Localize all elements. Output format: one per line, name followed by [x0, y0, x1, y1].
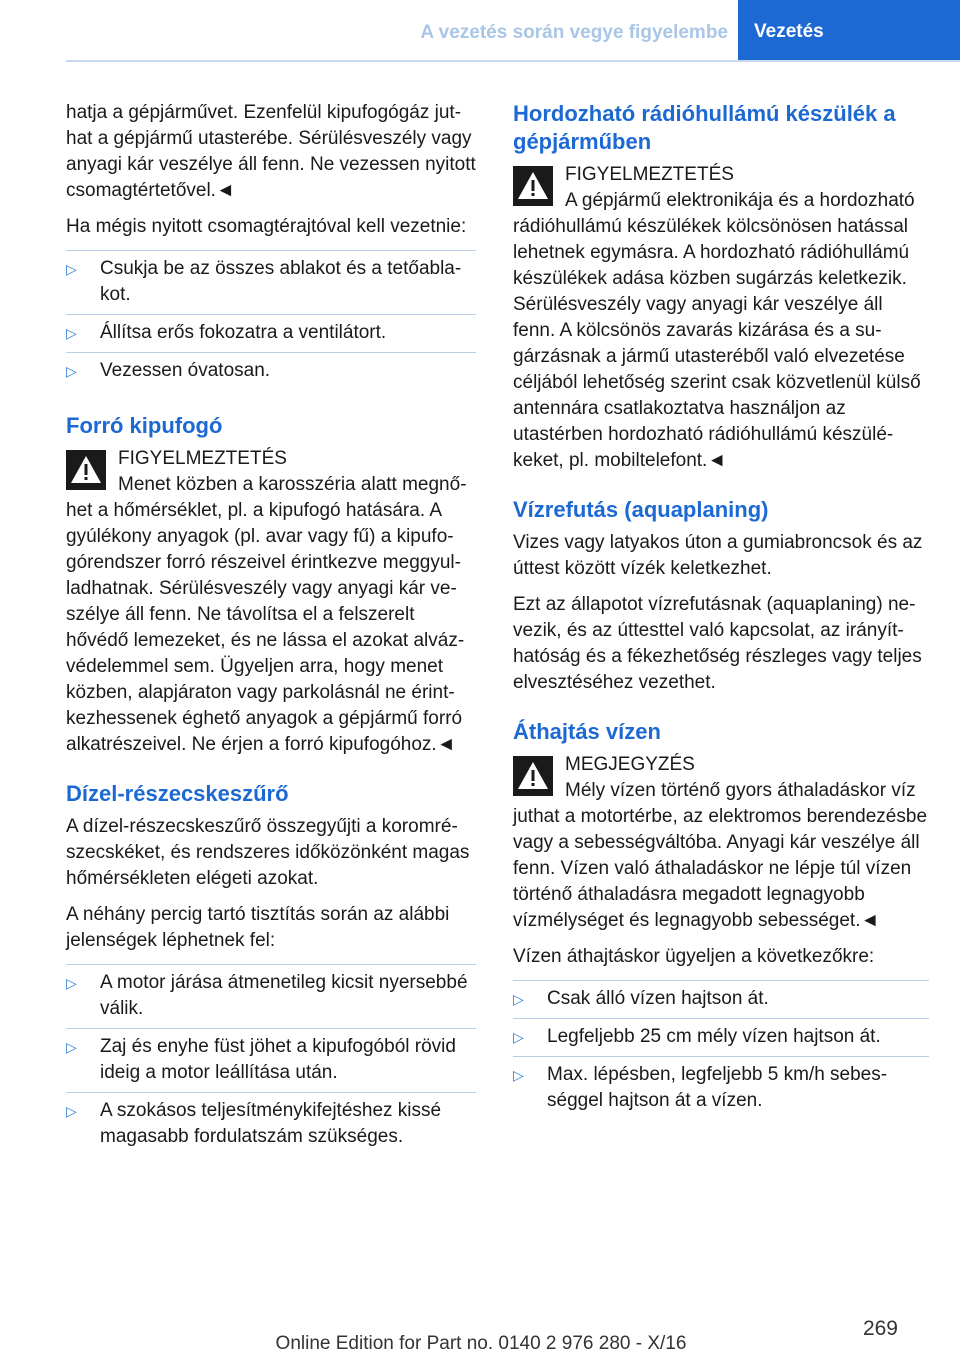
warning-label: FIGYELMEZTETÉS: [118, 448, 287, 469]
open-trunk-intro: Ha mégis nyitott csomagtérajtóval kell vezetnie:: [66, 216, 467, 237]
list-item: ▷ Állítsa erős fokozatra a ventilátort.: [66, 314, 476, 352]
water-crossing-list: [513, 980, 929, 1120]
list-triangle-icon: ▷: [66, 975, 77, 991]
warning-radio-devices: [513, 162, 929, 474]
list-item: ▷ A szokásos teljesítménykifejtéshez kissé magasabb fordulatszám szükséges.: [66, 1092, 476, 1156]
heading-diesel-filter: Dízel-részecskeszűrő: [66, 781, 289, 806]
heading-water-crossing: Áthajtás vízen: [513, 719, 661, 744]
heading-radio-devices: Hordozható rádióhullámú készülék a gépjárműben: [513, 101, 896, 154]
intro-paragraph: hatja a gépjárművet. Ezenfelül kipufogógáz juthat a gépjármű utasterébe. Sérülésveszély vagy anyagi kár veszélye áll fenn. Ne vezessen nyitott csomagtértetővel.◄: [66, 102, 476, 201]
open-trunk-list: [66, 250, 476, 390]
list-triangle-icon: ▷: [513, 1067, 524, 1083]
right-column: [513, 100, 929, 1126]
note-water-crossing: [513, 752, 929, 934]
list-triangle-icon: ▷: [66, 1039, 77, 1055]
left-column: [66, 100, 476, 1162]
edition-footer: Online Edition for Part no. 0140 2 976 280 - X/16: [275, 1333, 687, 1354]
heading-aquaplaning: Vízrefutás (aquaplaning): [513, 497, 769, 522]
section-title: A vezetés során vegye figyelembe: [420, 22, 728, 43]
diesel-para-1: A dízel-részecskeszűrő összegyűjti a koromrészecskéket, és rendszeres időközönként magas hőmérsékleten elégeti azokat.: [66, 816, 470, 889]
page-number: 269: [862, 1317, 898, 1340]
aquaplaning-para-2: Ezt az állapotot vízrefutásnak (aquaplaning) nevezik, és az úttesttel való kapcsolat, az irányíthatóság és a fékezhetőség részleges vagy teljes elvesztéséhez vezethet.: [513, 594, 922, 693]
warning-triangle-icon: [66, 450, 106, 490]
list-item: ▷ Zaj és enyhe füst jöhet a kipufogóból rövid ideig a motor leállítása után.: [66, 1028, 476, 1092]
list-item: ▷ Max. lépésben, legfeljebb 5 km/h sebességgel hajtson át a vízen.: [513, 1056, 929, 1120]
warning-text: A gépjármű elektronikája és a hordozható rádióhullámú készülékek kölcsönösen hatással lehetnek egymásra. A hordozható rádióhullámú készülékek adása közben sugárzás keletkezik. Sérülésveszély vagy anyagi kár veszélye áll fenn. A kölcsönös zavarás kizárása és a sugárzásnak a jármű utasteréből való elvezetése céljából lehetőség szerint csak közvetlenül külső antennára csatlakoztatva használjon az utastérben hordozható rádióhullámú készülékeket, pl. mobiltelefont.◄: [513, 190, 921, 471]
warning-text: Menet közben a karosszéria alatt megnőhet a hőmérséklet, pl. a kipufogó hatására. A gyúlékony anyagok (pl. avar vagy fű) a kipufogórendszer forró részeivel érintkezve meggyulladhatnak. Sérülésveszély vagy anyagi kár veszélye áll fenn. Ne távolítsa el a felszerelt hővédő lemezeket, és ne lássa el azokat alvázvédelemmel sem. Ügyeljen arra, hogy menet közben, alapjáraton vagy parkolásnál ne érintkezhessenek éghető anyagok a gépjármű forró alkatrészeivel. Ne érjen a forró kipufogóhoz.◄: [66, 474, 467, 755]
note-text: Mély vízen történő gyors áthaladáskor víz juthat a motortérbe, az elektromos berendezésbe vagy a sebességváltóba. Anyagi kár veszélye áll fenn. Vízen való áthaladáskor ne lépje túl vízen történő áthaladásra megadott legnagyobb vízmélységet és legnagyobb sebességet.◄: [513, 780, 928, 931]
diesel-para-2: A néhány percig tartó tisztítás során az alábbi jelenségek léphetnek fel:: [66, 904, 450, 951]
chapter-tab[interactable]: Vezetés: [738, 0, 960, 62]
list-item: ▷ Csukja be az összes ablakot és a tetőablakot.: [66, 250, 476, 314]
list-item: ▷ A motor járása átmenetileg kicsit nyersebbé válik.: [66, 964, 476, 1028]
warning-triangle-icon: [513, 756, 553, 796]
list-item: ▷ Legfeljebb 25 cm mély vízen hajtson át.: [513, 1018, 929, 1056]
list-triangle-icon: ▷: [513, 1029, 524, 1045]
list-item: ▷ Vezessen óvatosan.: [66, 352, 476, 390]
note-label: MEGJEGYZÉS: [565, 754, 695, 775]
warning-triangle-icon: [513, 166, 553, 206]
list-triangle-icon: ▷: [513, 991, 524, 1007]
aquaplaning-para-1: Vizes vagy latyakos úton a gumiabroncsok és az úttest között vízék keletkezhet.: [513, 532, 923, 579]
water-crossing-intro: Vízen áthajtáskor ügyeljen a következőkre:: [513, 946, 875, 967]
page-header: [0, 0, 960, 62]
warning-hot-exhaust: [66, 446, 476, 758]
diesel-list: [66, 964, 476, 1156]
header-rule: [66, 60, 960, 62]
list-triangle-icon: ▷: [66, 1103, 77, 1119]
list-triangle-icon: ▷: [66, 325, 77, 341]
list-triangle-icon: ▷: [66, 261, 77, 277]
heading-hot-exhaust: Forró kipufogó: [66, 413, 223, 438]
list-item: ▷ Csak álló vízen hajtson át.: [513, 980, 929, 1018]
warning-label: FIGYELMEZTETÉS: [565, 164, 734, 185]
list-triangle-icon: ▷: [66, 363, 77, 379]
